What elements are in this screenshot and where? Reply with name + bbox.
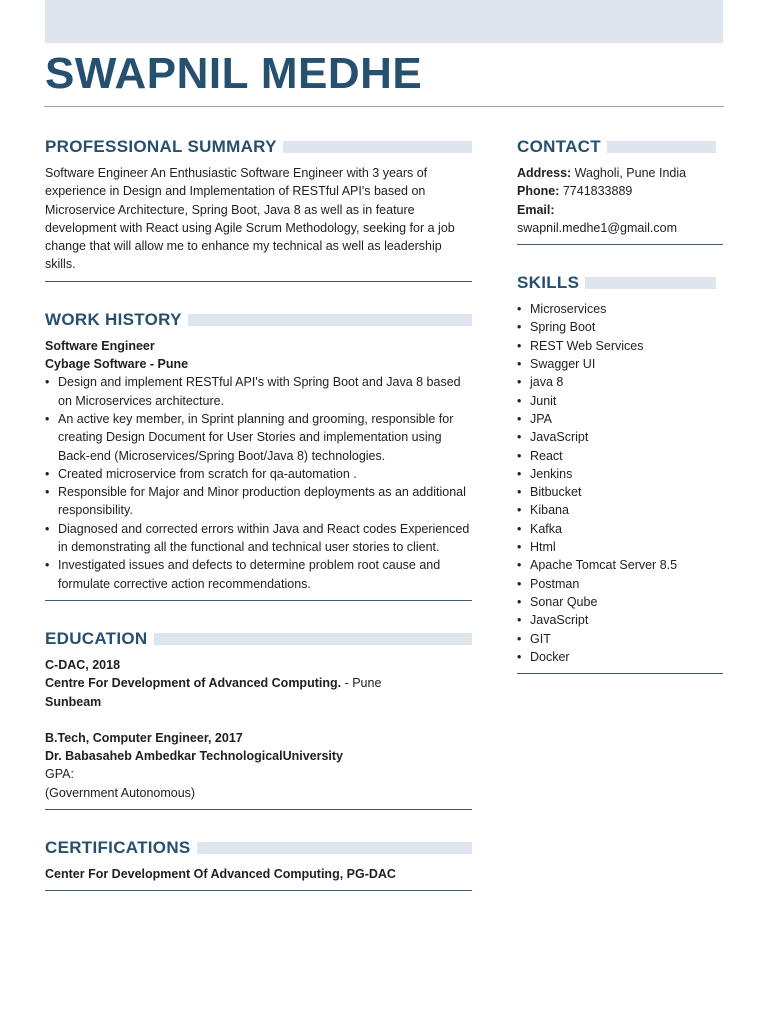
- left-column: [45, 136, 472, 918]
- phone-label: Phone:: [517, 184, 560, 199]
- skill-item: • Postman: [517, 575, 723, 593]
- skill-item: • Swagger UI: [517, 355, 723, 373]
- skill-item: • Sonar Qube: [517, 593, 723, 611]
- job-bullets: [45, 373, 472, 593]
- contact-address-line: [517, 164, 723, 182]
- education-heading: [45, 628, 472, 650]
- education-title: EDUCATION: [45, 628, 148, 648]
- skill-item: • Jenkins: [517, 465, 723, 483]
- skills-title: SKILLS: [517, 273, 580, 293]
- contact-title: CONTACT: [517, 137, 601, 156]
- skill-item: • JavaScript: [517, 428, 723, 446]
- candidate-name: SWAPNIL MEDHE: [45, 49, 423, 98]
- education-school: Dr. Babasaheb Ambedkar TechnologicalUniversity: [45, 749, 344, 764]
- summary-text: Software Engineer An Enthusiastic Software Engineer with 3 years of experience in Design and Implementation of RESTful API's based on Microservice Architecture, Spring Boot, Java 8 as well as in feature development with React using Agile Scrum Methodology, seeking for a job change that will allow me to enhance my technical as well as leadership skills.: [45, 166, 455, 272]
- heading-bar: [154, 633, 473, 645]
- work-heading: [45, 309, 472, 331]
- heading-bar: [283, 141, 472, 153]
- heading-bar: [197, 842, 472, 854]
- skill-item: • java 8: [517, 373, 723, 391]
- email-label: Email:: [517, 202, 555, 217]
- job-company: Cybage Software - Pune: [45, 357, 189, 372]
- header-divider: [44, 106, 724, 107]
- education-gpa: GPA:: [45, 767, 74, 782]
- skill-item: • Bitbucket: [517, 483, 723, 501]
- skill-item: • GIT: [517, 630, 723, 648]
- skills-list: [517, 300, 723, 666]
- education-school-line: [45, 674, 472, 692]
- education-degree: C-DAC, 2018: [45, 657, 121, 672]
- skill-item: • React: [517, 447, 723, 465]
- skills-section: [517, 272, 723, 674]
- email-value[interactable]: swapnil.medhe1@gmail.com: [517, 220, 677, 235]
- skills-heading: [517, 272, 723, 294]
- skill-item: • Microservices: [517, 300, 723, 318]
- education-extra: Sunbeam: [45, 694, 102, 709]
- skill-item: • Spring Boot: [517, 318, 723, 336]
- skill-item: • Html: [517, 538, 723, 556]
- phone-value: 7741833889: [559, 184, 633, 199]
- summary-heading: [45, 136, 472, 158]
- heading-bar: [585, 277, 716, 289]
- spacer: [45, 711, 472, 729]
- job-bullet: • An active key member, in Sprint planning and grooming, responsible for creating Design Document for User Stories and implementation using Back-end (Microservices/Spring Boot/Java 8) technologies.: [45, 410, 472, 465]
- address-value: Wagholi, Pune India: [571, 166, 687, 180]
- certification-item: Center For Development Of Advanced Computing, PG-DAC: [45, 867, 396, 882]
- job-bullet: • Diagnosed and corrected errors within Java and React codes Experienced in demonstrating all the functional and technical user stories to client.: [45, 520, 472, 557]
- work-title: WORK HISTORY: [45, 309, 182, 329]
- skill-item: • Kibana: [517, 501, 723, 519]
- job-role: Software Engineer: [45, 338, 155, 353]
- certifications-heading: [45, 837, 472, 859]
- job-bullet: • Responsible for Major and Minor production deployments as an additional responsibility.: [45, 483, 472, 520]
- skill-item: • JPA: [517, 410, 723, 428]
- address-label: Address:: [517, 166, 572, 180]
- job-bullet: • Created microservice from scratch for qa-automation .: [45, 465, 472, 483]
- contact-heading: [517, 136, 723, 158]
- education-location: - Pune: [341, 676, 382, 691]
- skill-item: • REST Web Services: [517, 337, 723, 355]
- work-history-section: [45, 309, 472, 601]
- summary-title: PROFESSIONAL SUMMARY: [45, 137, 277, 156]
- education-school: Centre For Development of Advanced Computing.: [45, 676, 342, 691]
- job-bullet: • Design and implement RESTful API's with Spring Boot and Java 8 based on Microservices architecture.: [45, 373, 472, 410]
- summary-section: [45, 136, 472, 282]
- skill-item: • JavaScript: [517, 611, 723, 629]
- education-degree: B.Tech, Computer Engineer, 2017: [45, 730, 243, 745]
- heading-bar: [607, 141, 716, 153]
- education-section: [45, 628, 472, 810]
- certifications-title: CERTIFICATIONS: [45, 838, 191, 858]
- skill-item: • Apache Tomcat Server 8.5: [517, 556, 723, 574]
- contact-section: [517, 136, 723, 245]
- heading-bar: [188, 314, 472, 326]
- skill-item: • Docker: [517, 648, 723, 666]
- contact-phone-line: [517, 182, 723, 200]
- right-column: [517, 136, 723, 701]
- education-note: (Government Autonomous): [45, 785, 196, 800]
- certifications-section: [45, 837, 472, 891]
- job-bullet: • Investigated issues and defects to determine problem root cause and formulate corrective action recommendations.: [45, 556, 472, 593]
- skill-item: • Junit: [517, 392, 723, 410]
- skill-item: • Kafka: [517, 520, 723, 538]
- header-band: [45, 0, 723, 43]
